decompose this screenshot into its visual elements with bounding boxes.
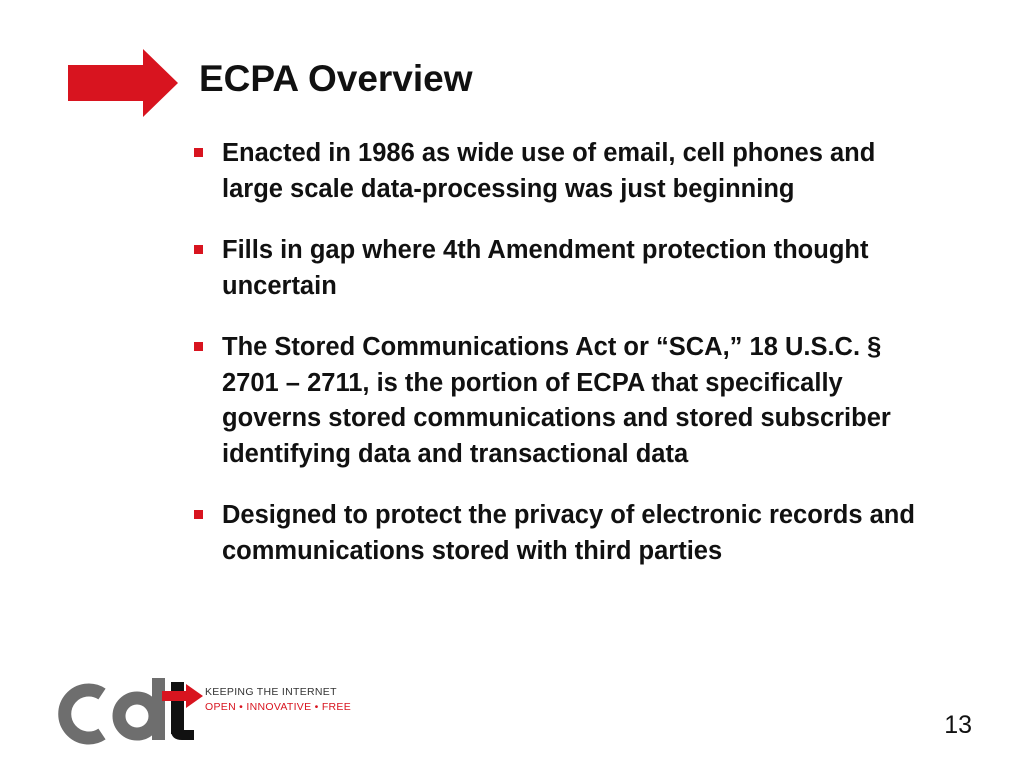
right-arrow-icon bbox=[68, 49, 178, 117]
square-bullet-icon bbox=[194, 148, 203, 157]
square-bullet-icon bbox=[194, 342, 203, 351]
bullet-text: Fills in gap where 4th Amendment protection thought uncertain bbox=[222, 236, 869, 300]
bullet-item bbox=[190, 233, 940, 304]
bullet-item bbox=[190, 330, 940, 472]
bullet-item bbox=[190, 498, 940, 569]
logo-tagline-line1: KEEPING THE INTERNET bbox=[205, 686, 337, 698]
logo-tagline-line2: OPEN • INNOVATIVE • FREE bbox=[205, 701, 352, 713]
square-bullet-icon bbox=[194, 510, 203, 519]
bullet-item bbox=[190, 136, 940, 207]
bullet-list bbox=[190, 136, 940, 595]
slide-title: ECPA Overview bbox=[199, 58, 473, 99]
bullet-text: Designed to protect the privacy of electronic records and communications stored with third parties bbox=[222, 501, 915, 565]
bullet-text: The Stored Communications Act or “SCA,” 18 U.S.C. § 2701 – 2711, is the portion of ECPA that specifically governs stored communications and stored subscriber identifying data and transactional data bbox=[222, 333, 891, 468]
bullet-text: Enacted in 1986 as wide use of email, cell phones and large scale data-processing was just beginning bbox=[222, 139, 876, 203]
square-bullet-icon bbox=[194, 245, 203, 254]
page-number: 13 bbox=[944, 711, 972, 739]
